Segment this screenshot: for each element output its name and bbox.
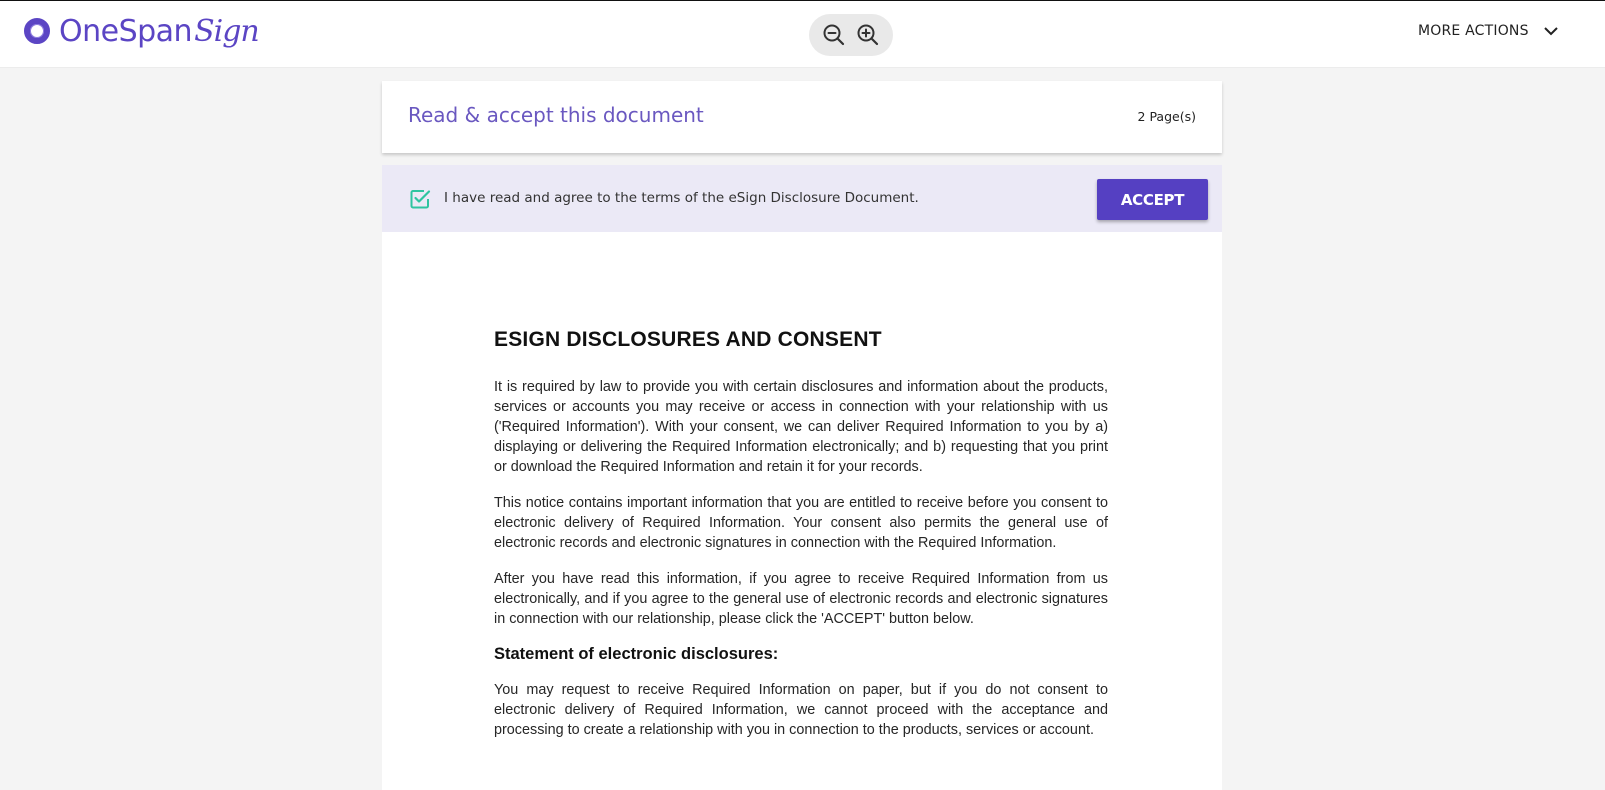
zoom-controls [809, 14, 893, 56]
page-title: Read & accept this document [408, 103, 704, 127]
logo-script-text: Sign [194, 13, 259, 49]
top-header [0, 1, 1605, 68]
accept-bar [382, 165, 1222, 232]
document-paragraph: This notice contains important information that you are entitled to receive before you consent to electronic delivery of Required Information. Your consent also permits the general use of electronic records and electronic signatures in connection with the Required Information. [494, 495, 1108, 551]
zoom-in-button[interactable] [854, 21, 882, 49]
chevron-down-icon [1543, 23, 1559, 39]
agree-checkbox[interactable] [409, 188, 431, 210]
document-page [494, 328, 1108, 756]
zoom-in-icon [856, 23, 880, 47]
document-paragraph: It is required by law to provide you with certain disclosures and information about the products, services or accounts you may receive or access in connection with your relationship with us ('Required Information'). With your consent, we can deliver Required Information to you by a) displaying or delivering the Required Information electronically; and b) requesting that you print or download the Required Information and retain it for your records. [494, 379, 1108, 475]
document-title-card [382, 81, 1222, 153]
document-subheading: Statement of electronic disclosures: [494, 645, 779, 663]
more-actions-label: MORE ACTIONS [1418, 23, 1529, 39]
document-paragraph: After you have read this information, if you agree to receive Required Information from us electronically, and if you agree to the general use of electronic records and electronic signatures in connection with our relationship, please click the 'ACCEPT' button below. [494, 571, 1108, 627]
onespan-sign-logo [24, 13, 259, 49]
zoom-out-icon [822, 23, 846, 47]
document-heading: ESIGN DISCLOSURES AND CONSENT [494, 328, 882, 351]
document-viewer [382, 232, 1222, 790]
logo-ring-icon [24, 18, 50, 44]
zoom-out-button[interactable] [820, 21, 848, 49]
accept-button[interactable]: ACCEPT [1097, 179, 1208, 220]
agree-label: I have read and agree to the terms of the eSign Disclosure Document. [444, 190, 919, 206]
logo-text: OneSpan [59, 13, 193, 49]
more-actions-menu[interactable] [1418, 23, 1559, 39]
document-paragraph: You may request to receive Required Information on paper, but if you do not consent to electronic delivery of Required Information, we cannot proceed with the acceptance and processing to create a relationship with you in connection to the products, services or account. [494, 682, 1108, 738]
checkbox-checked-icon [409, 188, 431, 210]
page-count: 2 Page(s) [1137, 109, 1196, 124]
